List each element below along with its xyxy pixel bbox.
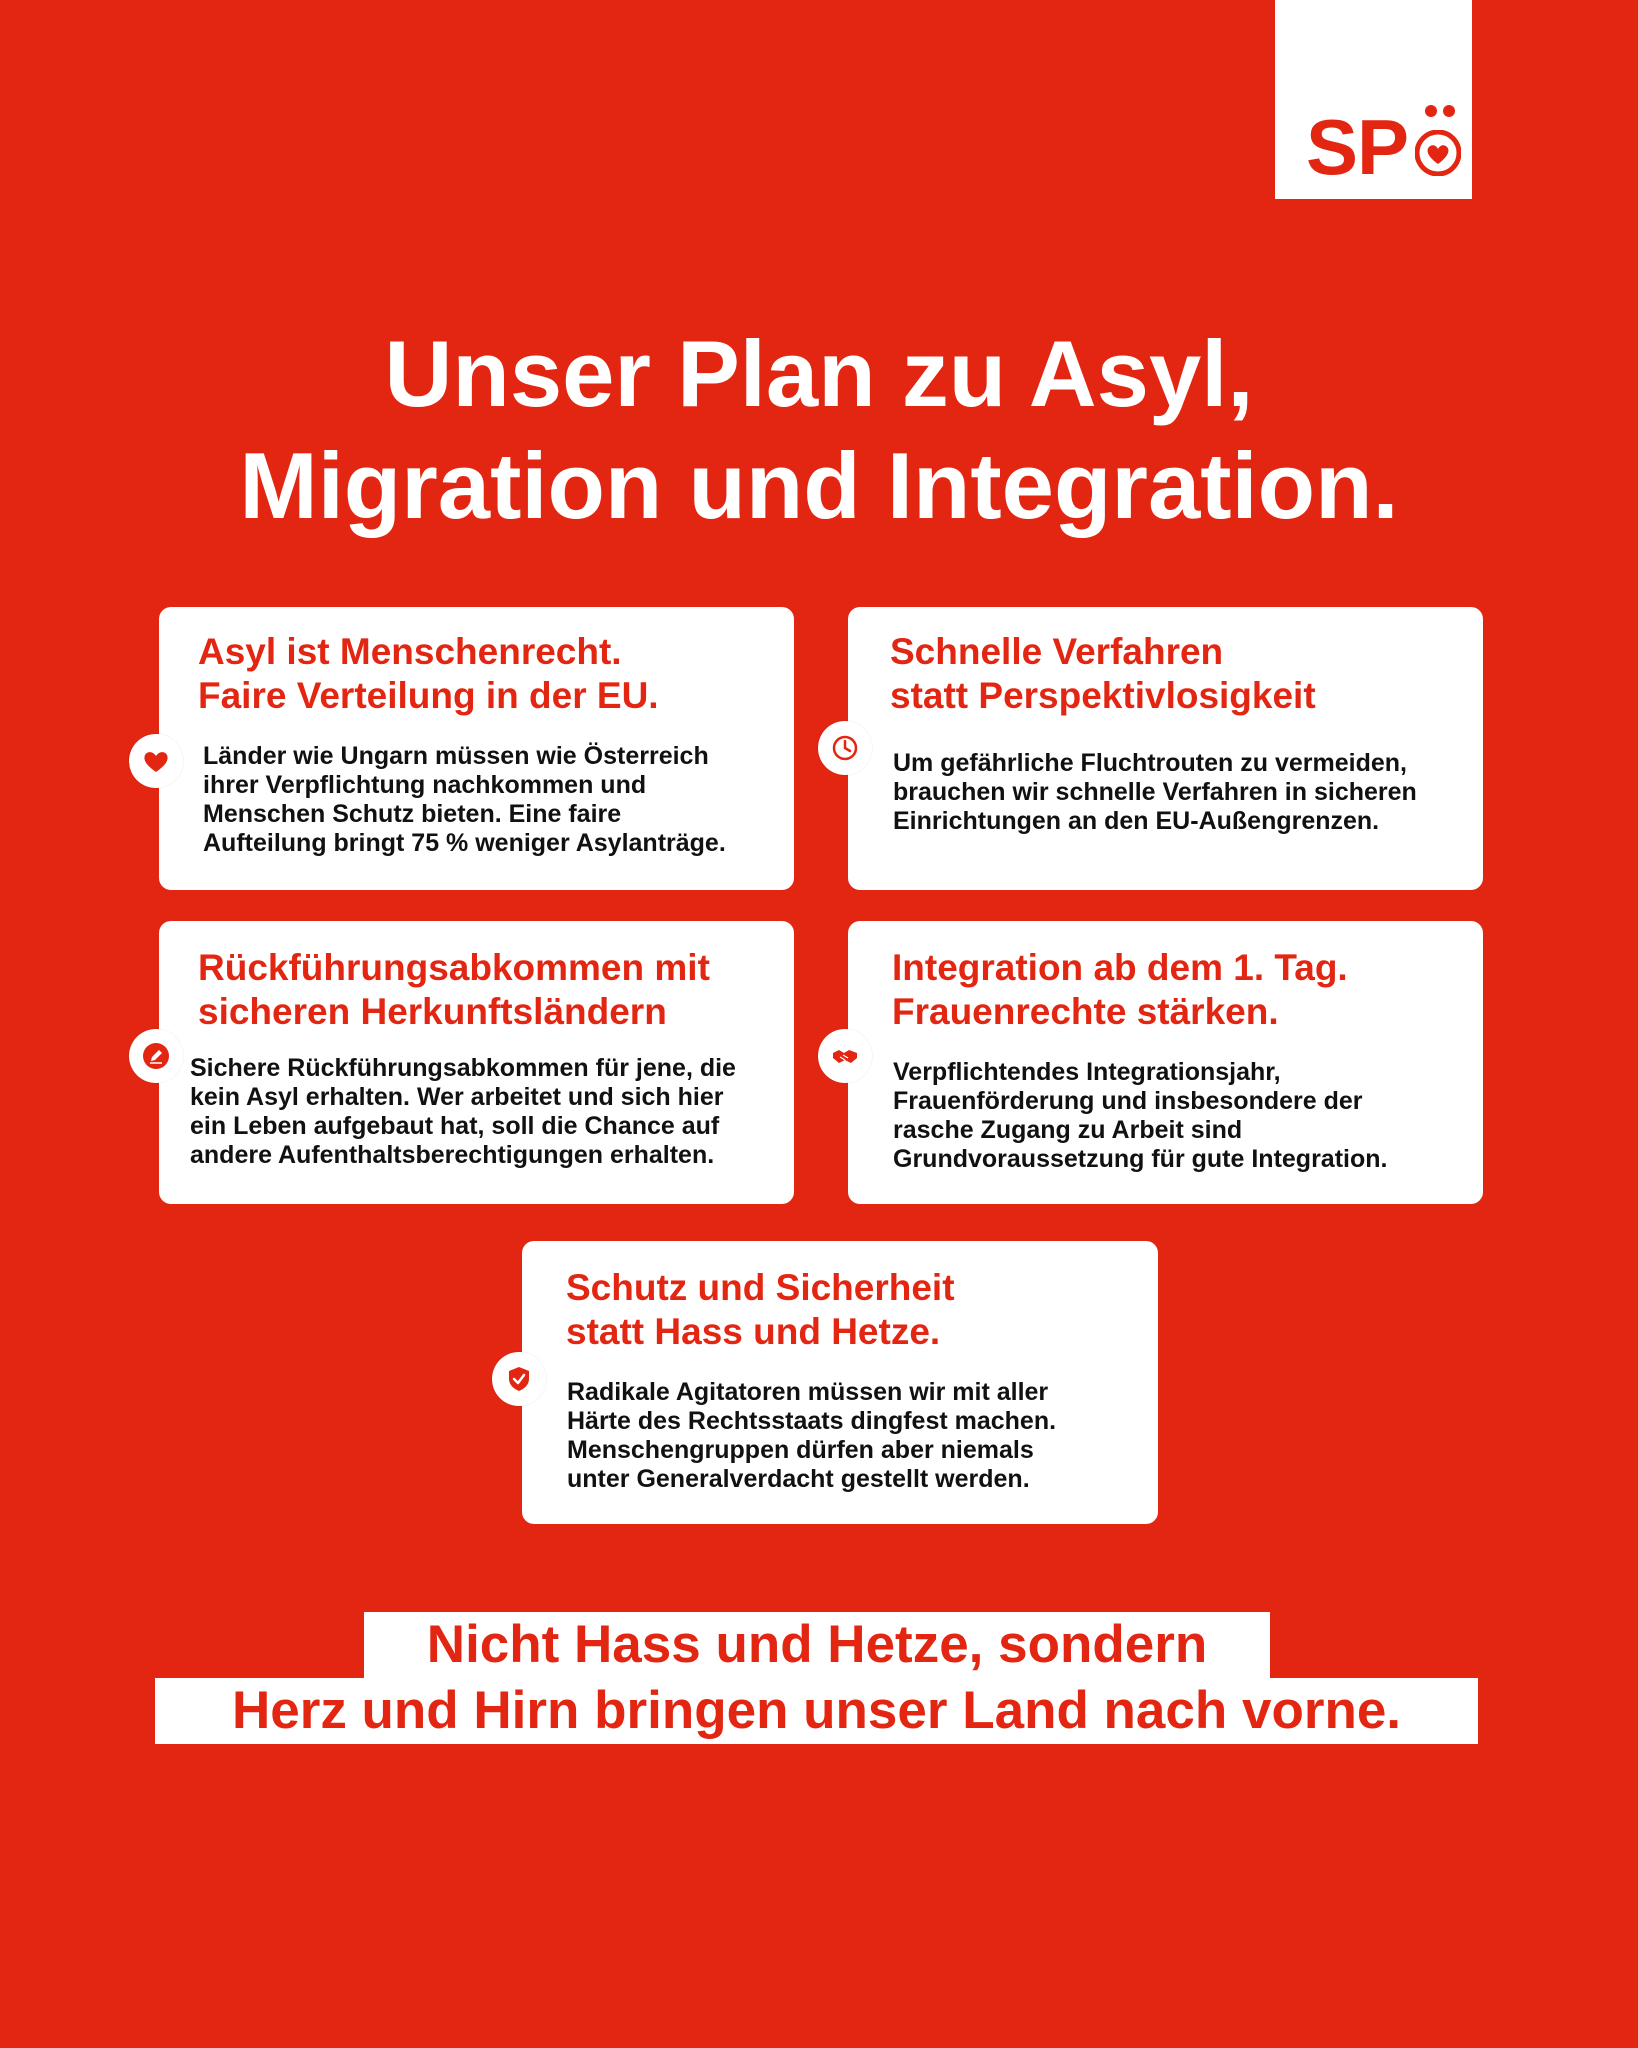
card-body-line: Sichere Rückführungsabkommen für jene, die: [190, 1054, 736, 1082]
logo-wordmark: [1280, 104, 1408, 190]
page-title: [80, 318, 1558, 542]
card-body-line: ihrer Verpflichtung nachkommen und: [203, 771, 647, 799]
card-body: [893, 1058, 1473, 1174]
card-title-line: Rückführungsabkommen mit: [198, 947, 710, 988]
card-body: [203, 742, 783, 858]
card-body-line: Frauenförderung und insbesondere der: [893, 1087, 1363, 1115]
spoe-logo: [1275, 0, 1472, 199]
heart-icon: [129, 734, 183, 788]
pen-icon: [129, 1029, 183, 1083]
clock-icon: [818, 721, 872, 775]
card-body-line: brauchen wir schnelle Verfahren in sicheren: [893, 778, 1417, 806]
card-body-line: Härte des Rechtsstaats dingfest machen.: [567, 1407, 1057, 1435]
card-body-line: Um gefährliche Fluchtrouten zu vermeiden,: [893, 749, 1407, 777]
card-body-line: Verpflichtendes Integrationsjahr,: [893, 1058, 1281, 1086]
card-body: [190, 1054, 780, 1170]
card-title-line: statt Perspektivlosigkeit: [890, 675, 1316, 716]
card-body-line: Grundvoraussetzung für gute Integration.: [893, 1145, 1388, 1173]
card-body-line: unter Generalverdacht gestellt werden.: [567, 1465, 1030, 1493]
shield-check-icon: [492, 1352, 546, 1406]
card-body: [893, 749, 1473, 836]
card-body-line: Menschen Schutz bieten. Eine faire: [203, 800, 622, 828]
card-body-line: Aufteilung bringt 75 % weniger Asylanträge.: [203, 829, 726, 857]
card-title-line: Asyl ist Menschenrecht.: [198, 631, 622, 672]
card-title-line: Faire Verteilung in der EU.: [198, 675, 659, 716]
title-line-2: Migration und Integration.: [239, 433, 1399, 538]
card-title-line: Schnelle Verfahren: [890, 631, 1224, 672]
card-body: [567, 1378, 1147, 1494]
card-body-line: andere Aufenthaltsberechtigungen erhalten.: [190, 1141, 715, 1169]
card-body-line: kein Asyl erhalten. Wer arbeitet und sich hier: [190, 1083, 724, 1111]
card-title: [198, 630, 778, 718]
card-title: [566, 1266, 1146, 1354]
card-body-line: rasche Zugang zu Arbeit sind: [893, 1116, 1243, 1144]
card-title-line: Integration ab dem 1. Tag.: [892, 947, 1348, 988]
card-body-line: Einrichtungen an den EU-Außengrenzen.: [893, 807, 1380, 835]
card-title-line: Schutz und Sicherheit: [566, 1267, 955, 1308]
card-body-line: Länder wie Ungarn müssen wie Österreich: [203, 742, 709, 770]
card-title: [198, 946, 778, 1034]
logo-umlaut-dots: [1420, 104, 1460, 118]
card-title: [890, 630, 1470, 718]
handshake-icon: [818, 1029, 872, 1083]
title-line-1: Unser Plan zu Asyl,: [384, 321, 1254, 426]
slogan-line-1: Nicht Hass und Hetze, sondern: [364, 1612, 1270, 1678]
card-title-line: Frauenrechte stärken.: [892, 991, 1279, 1032]
card-body-line: Radikale Agitatoren müssen wir mit aller: [567, 1378, 1049, 1406]
slogan-line-2: Herz und Hirn bringen unser Land nach vorne.: [155, 1678, 1478, 1744]
card-title-line: sicheren Herkunftsländern: [198, 991, 667, 1032]
card-body-line: ein Leben aufgebaut hat, soll die Chance auf: [190, 1112, 720, 1140]
logo-heart-icon: [1415, 130, 1461, 176]
card-title: [892, 946, 1472, 1034]
card-body-line: Menschengruppen dürfen aber niemals: [567, 1436, 1034, 1464]
card-title-line: statt Hass und Hetze.: [566, 1311, 941, 1352]
logo-text-main: SP: [1305, 103, 1408, 191]
